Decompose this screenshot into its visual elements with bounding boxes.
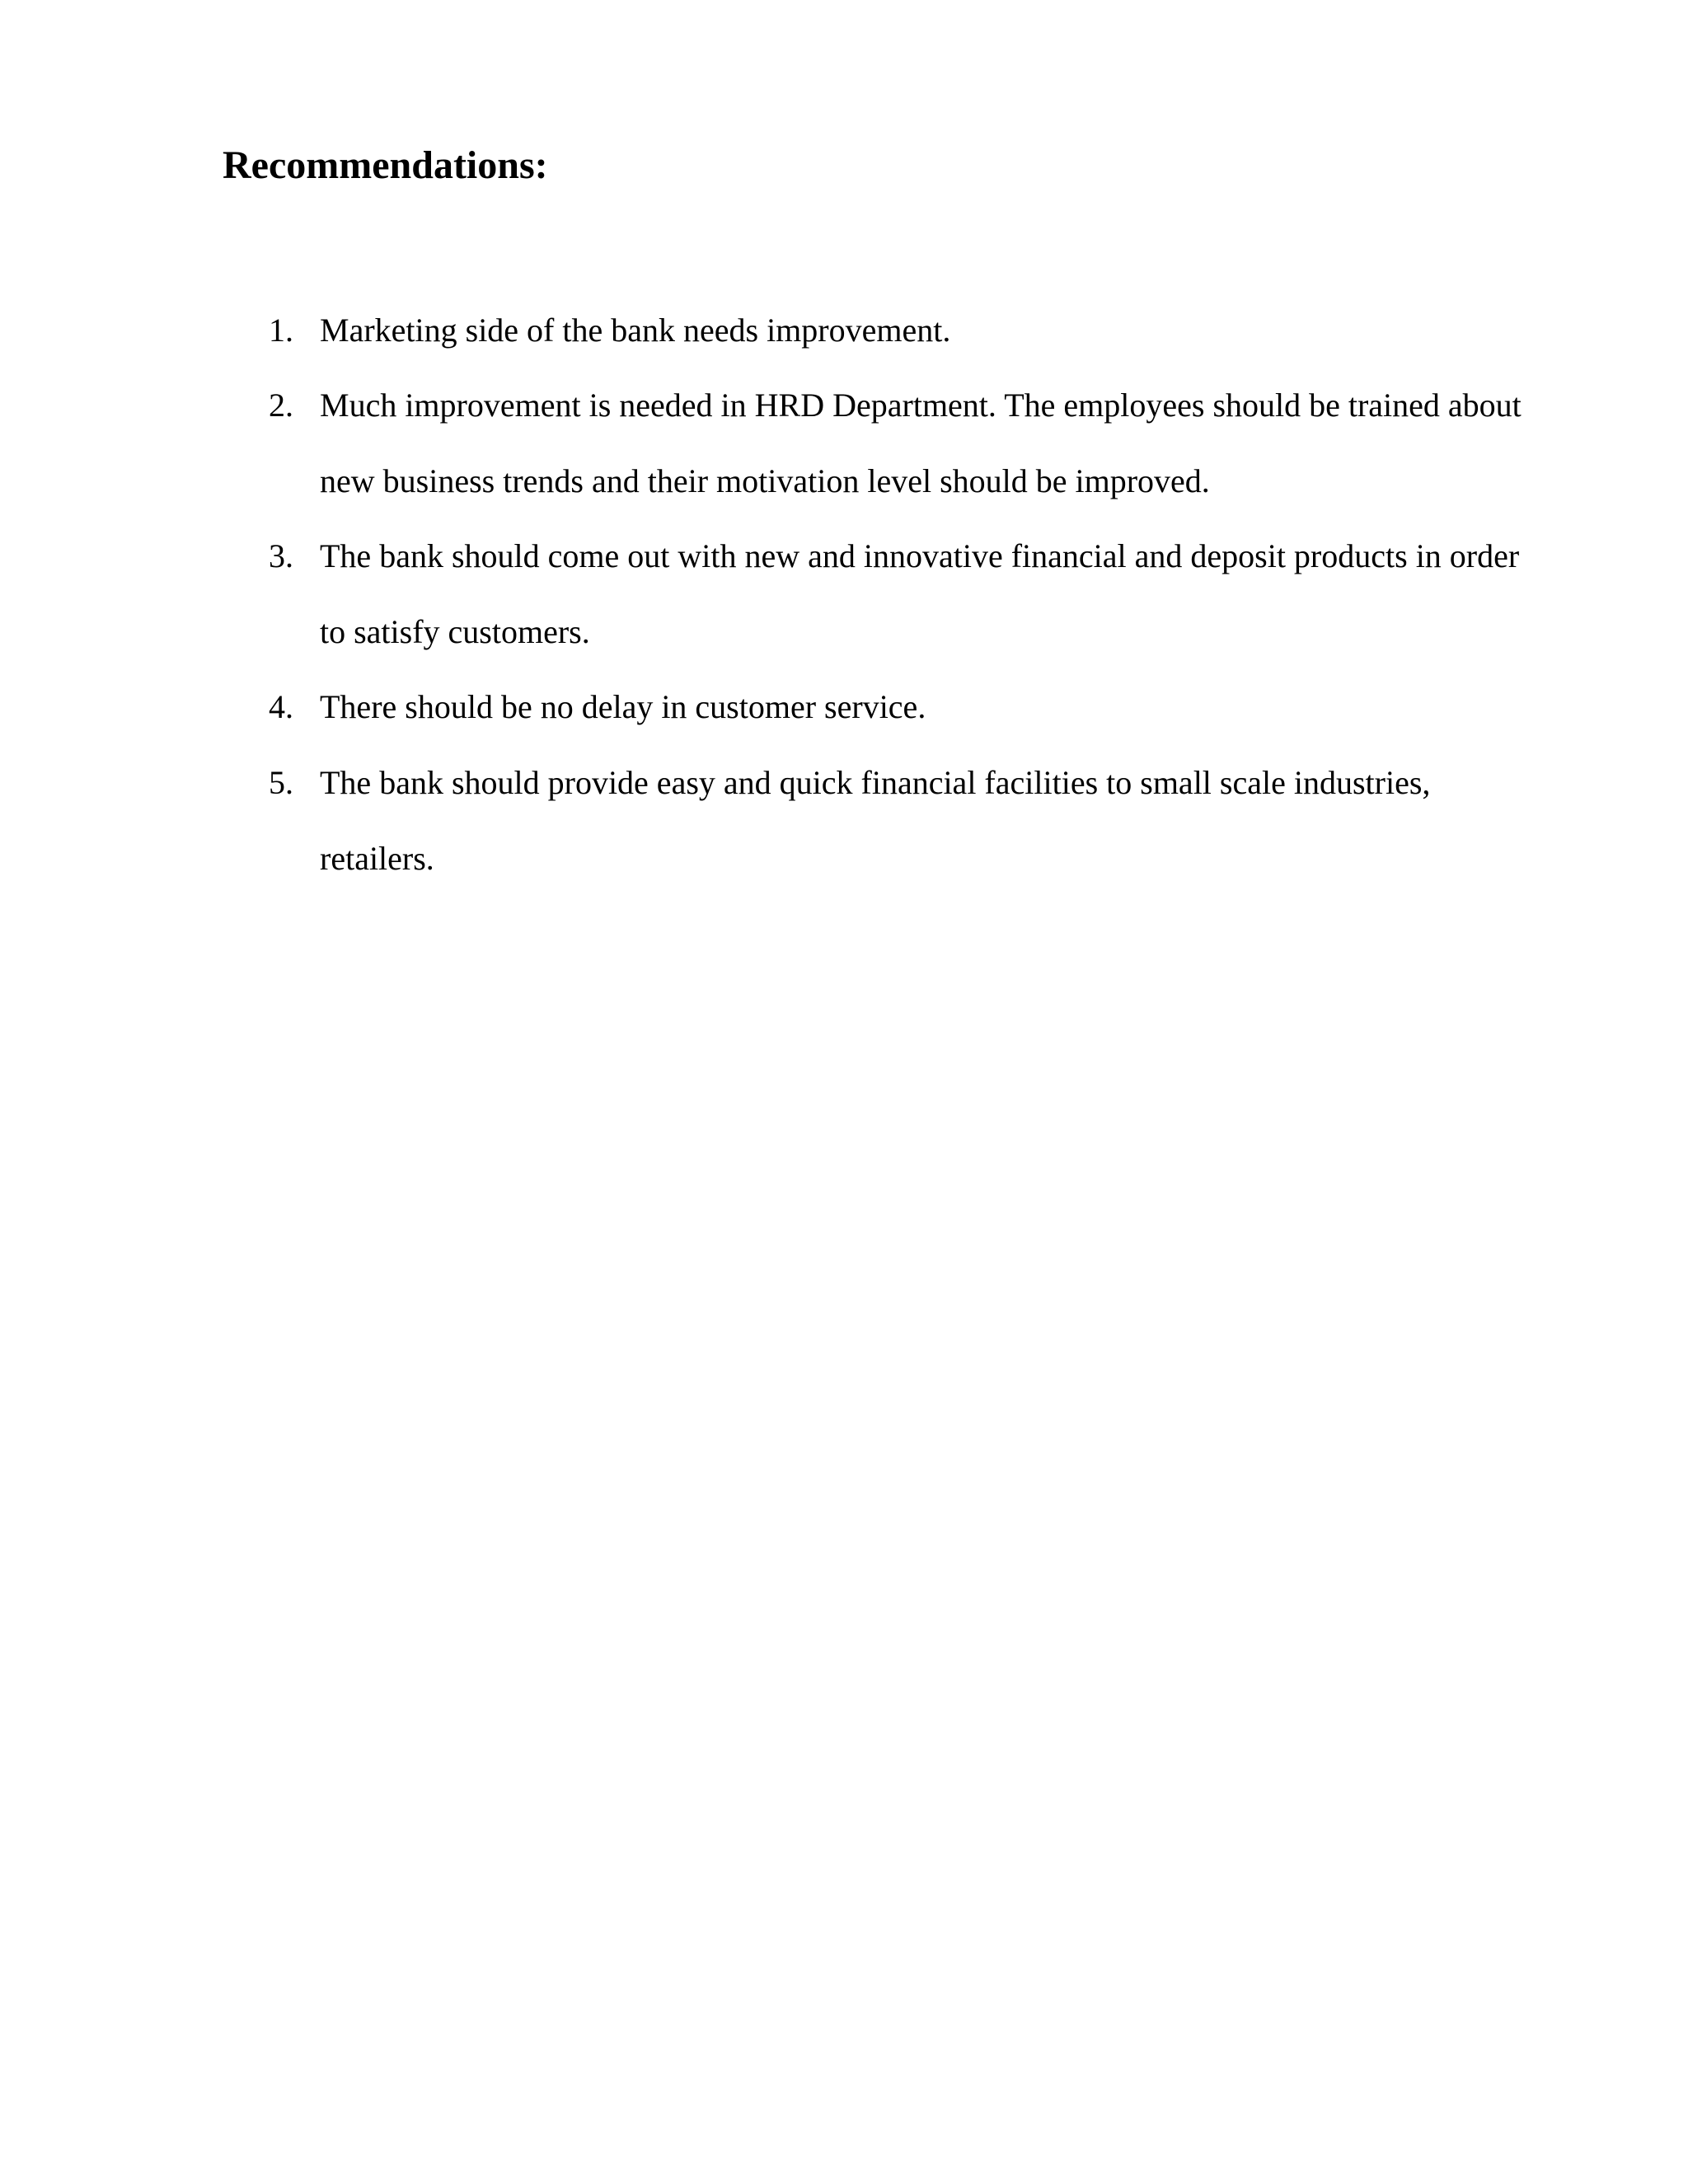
item-text-line: Much improvement is needed in HRD Department. The employees should be trained about bbox=[320, 387, 1522, 424]
item-number: 4. bbox=[269, 688, 293, 725]
item-number: 1. bbox=[269, 312, 293, 349]
list-item bbox=[0, 293, 1688, 368]
list-item bbox=[0, 368, 1688, 519]
item-text-line: retailers. bbox=[320, 840, 434, 877]
item-text-line: Marketing side of the bank needs improvement. bbox=[320, 312, 951, 349]
item-text-line: to satisfy customers. bbox=[320, 613, 590, 650]
list-item bbox=[0, 669, 1688, 745]
list-item bbox=[0, 745, 1688, 897]
item-number: 3. bbox=[269, 537, 293, 574]
item-text-line: The bank should provide easy and quick financial facilities to small scale industries, bbox=[320, 764, 1431, 801]
list-item bbox=[0, 518, 1688, 670]
page-heading: Recommendations: bbox=[223, 143, 548, 187]
item-text-line: There should be no delay in customer service. bbox=[320, 688, 926, 725]
item-text-line: new business trends and their motivation level should be improved. bbox=[320, 462, 1210, 499]
item-number: 2. bbox=[269, 387, 293, 424]
item-number: 5. bbox=[269, 764, 293, 801]
item-text-line: The bank should come out with new and innovative financial and deposit products in order bbox=[320, 537, 1520, 574]
